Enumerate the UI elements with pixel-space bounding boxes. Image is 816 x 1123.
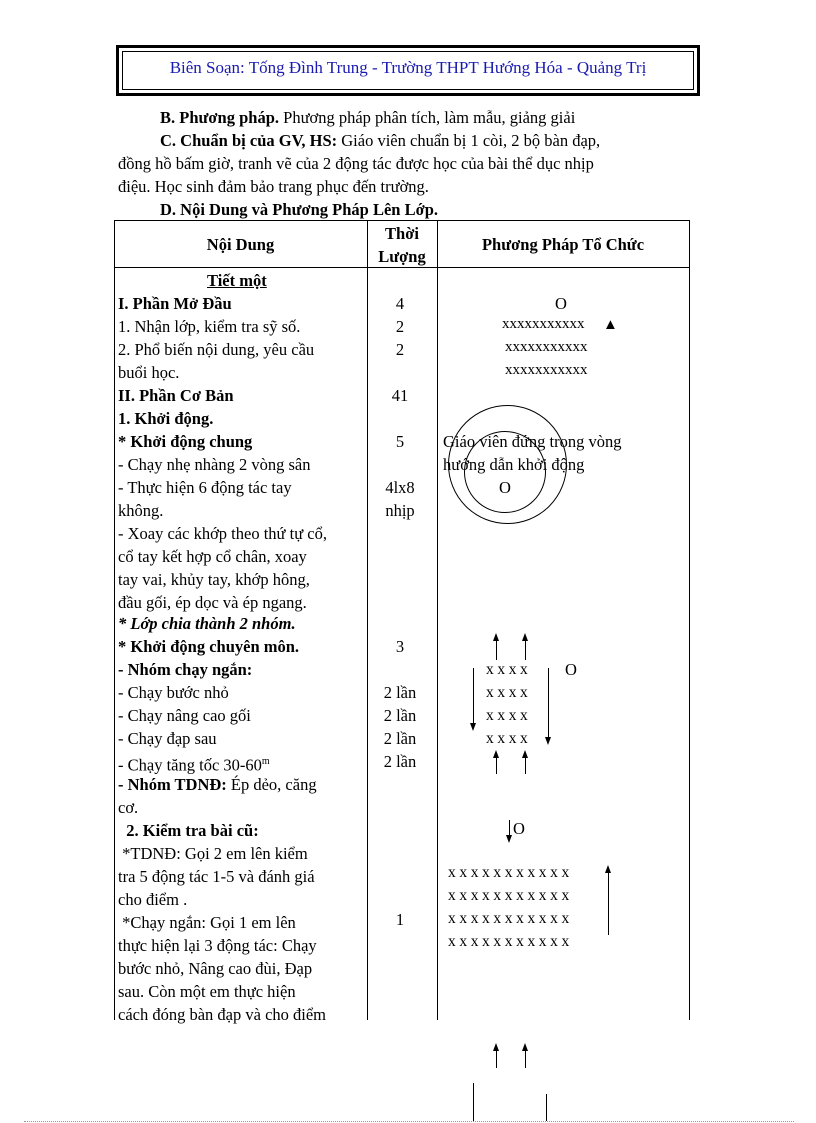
time-value: 3 — [395, 637, 405, 656]
check-row: xxxxxxxxxxx — [448, 933, 573, 950]
arrow-up-icon — [493, 750, 499, 758]
th-content: Nội Dung — [206, 235, 275, 254]
content-line: I. Phần Mở Đầu — [118, 294, 232, 313]
time-value: 2 lần — [383, 683, 417, 702]
arrow-up-icon — [522, 750, 528, 758]
time-value: 2 — [395, 340, 405, 359]
content-line: - Chạy tăng tốc 30-60 — [118, 755, 262, 775]
time-value: 2 lần — [383, 729, 417, 748]
sprint-row: xxxx — [486, 707, 532, 724]
intro-b-label: B. Phương pháp. — [160, 108, 280, 127]
content-line: không. — [118, 501, 164, 520]
arrow-down-line — [509, 820, 510, 836]
arrow-up-line — [608, 872, 609, 935]
content-line: - Chạy bước nhỏ — [118, 683, 229, 702]
content-line: tay vai, khủy tay, khớp hông, — [118, 570, 310, 589]
content-line: đầu gối, ép dọc và ép ngang. — [118, 593, 307, 612]
content-line: 1. Nhận lớp, kiểm tra sỹ số. — [118, 317, 301, 336]
arrow-down-icon — [506, 835, 512, 843]
sprint-row: xxxx — [486, 661, 532, 678]
time-value: 2 — [395, 317, 405, 336]
arrow-down-icon — [470, 723, 476, 731]
teacher-marker: O — [555, 294, 567, 313]
content-line: - Thực hiện 6 động tác tay — [118, 478, 292, 497]
intro-c-text3: điệu. Học sinh đảm bảo trang phục đến trường. — [118, 177, 429, 196]
content-line: *TDNĐ: Gọi 2 em lên kiểm — [118, 844, 308, 863]
teacher-marker: O — [499, 478, 511, 497]
content-line: - Nhóm TDNĐ: — [118, 775, 227, 794]
arrow-down-line — [473, 668, 474, 724]
time-value: 41 — [391, 386, 409, 405]
content-line: * Lớp chia thành 2 nhóm. — [118, 614, 296, 633]
content-line: buổi học. — [118, 363, 180, 382]
arrow-up-line — [496, 757, 497, 774]
arrow-down-icon — [545, 737, 551, 745]
arrow-up-line — [496, 1050, 497, 1068]
content-line: 2. Phổ biến nội dung, yêu cầu — [118, 340, 315, 359]
content-line: tra 5 động tác 1-5 và đánh giá — [118, 867, 315, 886]
content-line: - Chạy nhẹ nhàng 2 vòng sân — [118, 455, 311, 474]
unit-m: m — [261, 756, 270, 767]
intro-b-text: Phương pháp phân tích, làm mẫu, giảng giải — [279, 108, 576, 127]
teacher-marker: O — [565, 660, 577, 679]
sprint-row: xxxx — [486, 684, 532, 701]
content-line: - Xoay các khớp theo thứ tự cổ, — [118, 524, 327, 543]
intro-c-text1: Giáo viên chuẩn bị 1 còi, 2 bộ bàn đạp, — [337, 131, 601, 150]
formation-row: xxxxxxxxxxx — [502, 316, 585, 332]
content-line: Ép dẻo, căng — [226, 775, 317, 794]
intro-c-text2: đồng hồ bấm giờ, tranh vẽ của 2 động tác được học của bài thể dục nhịp — [118, 154, 594, 173]
content-line: cách đóng bàn đạp và cho điểm — [118, 1005, 327, 1024]
time-value: 2 lần — [383, 752, 417, 771]
arrow-up-line — [525, 1050, 526, 1068]
table-right-border — [689, 220, 690, 1020]
intro-d-label: D. Nội Dung và Phương Pháp Lên Lớp. — [160, 200, 439, 219]
content-line: * Khởi động chung — [118, 432, 253, 451]
content-line: - Nhóm chạy ngắn: — [118, 660, 253, 679]
arrow-up-line — [525, 640, 526, 660]
arrow-down-line — [548, 668, 549, 738]
content-line: cơ. — [118, 798, 139, 817]
th-time-2: Lượng — [378, 247, 426, 266]
content-line: cho điểm . — [118, 890, 188, 909]
content-line: II. Phần Cơ Bản — [118, 386, 234, 405]
table-col-divider-2 — [437, 220, 438, 1020]
header-title: Biên Soạn: Tống Đình Trung - Trường THPT Hướng Hóa - Quảng Trị — [169, 58, 647, 77]
content-line: *Chạy ngắn: Gọi 1 em lên — [118, 913, 296, 932]
bottom-line — [473, 1083, 474, 1121]
time-value: 4 — [395, 294, 405, 313]
bottom-line — [546, 1094, 547, 1121]
content-line: Tiết một — [207, 271, 267, 290]
check-row: xxxxxxxxxxx — [448, 887, 573, 904]
warmup-text-2: hướng dẫn khởi động — [443, 455, 585, 474]
th-method: Phương Pháp Tổ Chức — [481, 235, 645, 254]
arrow-up-icon — [522, 1043, 528, 1051]
formation-row: xxxxxxxxxxx — [505, 362, 588, 378]
content-line: - Chạy nâng cao gối — [118, 706, 251, 725]
sprint-row: xxxx — [486, 730, 532, 747]
content-line: 2. Kiểm tra bài cũ: — [118, 821, 259, 840]
th-time-1: Thời — [385, 224, 419, 243]
time-value: 1 — [395, 910, 405, 929]
warmup-text-1: Giáo viên đứng trong vòng — [443, 432, 622, 451]
teacher-marker: O — [513, 819, 525, 838]
arrow-up-line — [525, 757, 526, 774]
time-value: 2 lần — [383, 706, 417, 725]
content-line: bước nhỏ, Nâng cao đùi, Đạp — [118, 959, 313, 978]
arrow-up-icon — [493, 633, 499, 641]
content-line: cổ tay kết hợp cổ chân, xoay — [118, 547, 307, 566]
intro-c-label: C. Chuẩn bị của GV, HS: — [160, 131, 338, 150]
formation-row: xxxxxxxxxxx — [505, 339, 588, 355]
triangle-icon: ▲ — [603, 317, 618, 333]
check-row: xxxxxxxxxxx — [448, 910, 573, 927]
intro-b — [160, 106, 575, 129]
arrow-up-icon — [522, 633, 528, 641]
arrow-up-icon — [493, 1043, 499, 1051]
time-value: 4lx8 — [385, 478, 415, 497]
content-line: sau. Còn một em thực hiện — [118, 982, 296, 1001]
arrow-up-line — [496, 640, 497, 660]
intro-c — [160, 129, 600, 152]
check-row: xxxxxxxxxxx — [448, 864, 573, 881]
time-value: nhịp — [385, 501, 415, 520]
content-line: - Chạy đạp sau — [118, 729, 217, 748]
time-value: 5 — [395, 432, 405, 451]
content-line: thực hiện lại 3 động tác: Chạy — [118, 936, 317, 955]
arrow-up-icon — [605, 865, 611, 873]
content-line-tdnd — [118, 773, 317, 796]
page-bottom-dotted-line — [24, 1121, 794, 1122]
content-line: 1. Khởi động. — [118, 409, 214, 428]
table-left-border — [114, 220, 115, 1020]
content-line: * Khởi động chuyên môn. — [118, 637, 300, 656]
table-top-border — [114, 220, 690, 221]
